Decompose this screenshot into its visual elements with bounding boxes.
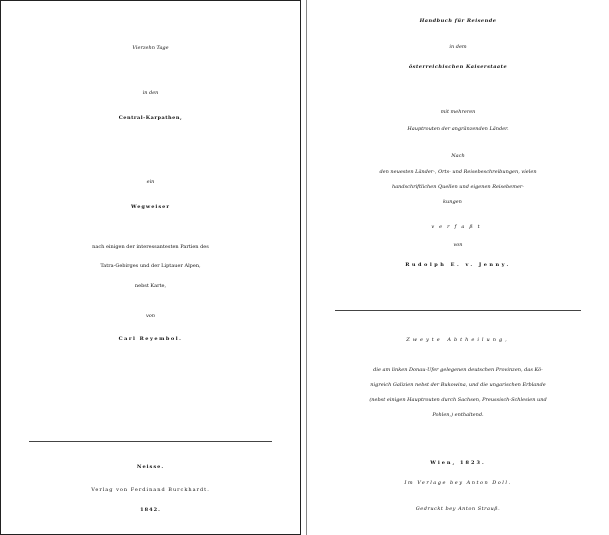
right-main-title: österreichischen Kaiserstaate — [408, 64, 508, 70]
left-wegweiser: Wegweiser — [131, 204, 170, 210]
left-year: 1842. — [140, 507, 161, 513]
left-title-line1: Vierzehn Tage — [132, 45, 169, 51]
right-divider-rule — [335, 310, 581, 311]
right-hauptrouten: Hauptrouten der angränzenden Länder. — [407, 126, 509, 132]
right-content-line3: (nebst einigen Hauptrouten durch Sachsen, Preussisch-Schlesien und — [369, 397, 547, 403]
left-description-line2: Tatra-Gebirges und der Liptauer Alpen, — [100, 263, 201, 269]
left-title-line2: in den — [142, 90, 159, 96]
left-place: Neisse. — [136, 464, 165, 470]
right-nach: Nach — [451, 153, 465, 159]
left-publisher: Verlag von Ferdinand Burckhardt. — [91, 487, 210, 493]
left-divider-rule — [29, 441, 272, 442]
right-sources-line2: handschriftlichen Quellen und eigenen Reisebemer- — [391, 184, 524, 190]
right-content-line2: nigreich Galizien nebst der Bukowina, und die ungarischen Erblande — [370, 382, 546, 388]
right-publisher: Im Verlage bey Anton Doll. — [404, 480, 512, 486]
right-printer: Gedruckt bey Anton Strauß. — [415, 506, 501, 512]
right-author: Rudolph E. v. Jenny. — [405, 262, 511, 268]
right-von: von — [453, 242, 463, 248]
right-place: Wien, 1823. — [430, 460, 486, 466]
right-sources-line3: kungen — [443, 199, 462, 205]
right-verfasst: verfaßt — [431, 224, 485, 230]
right-title-page — [306, 0, 609, 535]
left-ein: ein — [146, 179, 155, 185]
right-title-line1: Handbuch für Reisende — [419, 18, 497, 24]
right-content-line1: die am linken Donau-Ufer gelegenen deutschen Provinzen, das Kö- — [373, 367, 543, 373]
right-content-line4: Pohlen,) enthaltend. — [432, 412, 484, 418]
right-title-line2: in dem — [449, 44, 467, 50]
left-author: Carl Reyembol. — [118, 336, 183, 342]
left-description-line3: nebst Karte, — [134, 283, 167, 289]
left-main-title: Central-Karpathen, — [118, 115, 183, 121]
left-title-page — [0, 0, 301, 535]
left-von: von — [145, 313, 156, 319]
right-abtheilung: Zweyte Abtheilung, — [406, 337, 510, 343]
left-description-line1: nach einigen der interessantesten Partien des — [92, 244, 209, 250]
right-sources-line1: den neuesten Länder-, Orts- und Reisebeschreibungen, vielen — [379, 169, 537, 175]
right-mit: mit mehreren — [440, 109, 476, 115]
